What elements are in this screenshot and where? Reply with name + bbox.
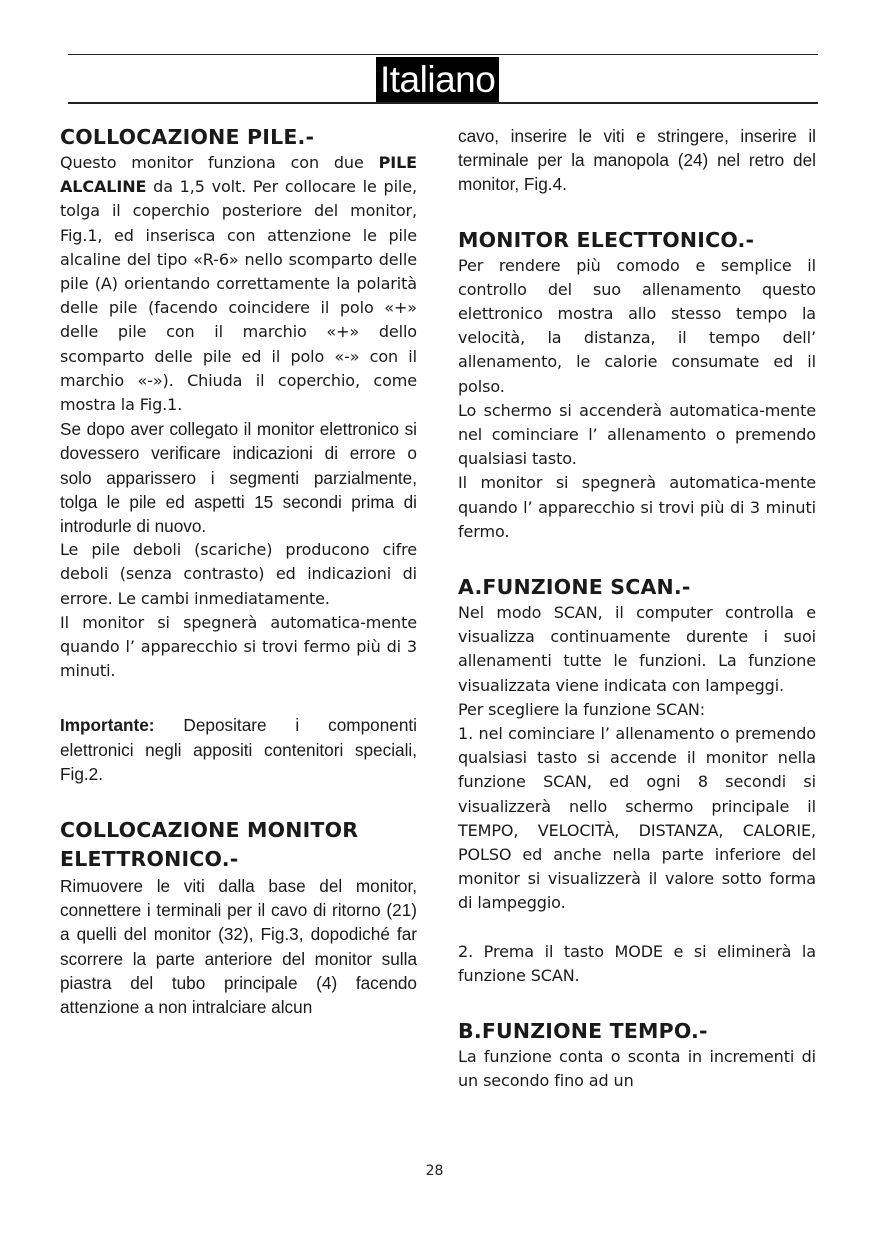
paragraph: 2. Prema il tasto MODE e si eliminerà la funzione SCAN. bbox=[458, 941, 816, 985]
emphasis-text: PILE ALCALINE bbox=[60, 153, 417, 197]
paragraph: Nel modo SCAN, il computer controlla e visualizza continuamente durente i suoi allenamenti tutte le funzioni. La funzione visualizzata viene indicata con lampeggi. bbox=[458, 603, 816, 695]
paragraph-text: Questo monitor funziona con due bbox=[60, 153, 379, 172]
spacer bbox=[458, 544, 816, 574]
paragraph-text: da 1,5 volt. Per collocare le pile, tolga il coperchio posteriore del monitor, Fig.1, ed inserisca con attenzione le pile alcaline del tipo «R-6» nello scomparto delle pile (A) orientando correttamente la polarità delle pile (facendo coincidere il polo «+» delle pile con il marchio «+» dello scomparto delle pile ed il polo «-» con il marchio «-»). Chiuda il coperchio, come mostra la Fig.1. bbox=[60, 177, 417, 415]
spacer bbox=[60, 683, 417, 713]
page-number: 28 bbox=[425, 1163, 444, 1179]
paragraph: 1. nel cominciare l’ allenamento o premendo qualsiasi tasto si accende il monitor nella funzione SCAN, ed ogni 8 secondi si visualizzerà nello schermo principale il TEMPO, VELOCITÀ, DISTANZA, CALORIE, POLSO ed anche nella parte inferiore del monitor si visualizzerà il valore sotto forma di lampeggio. bbox=[458, 724, 816, 913]
paragraph: Se dopo aver collegato il monitor elettronico si dovessero verificare indicazioni di errore o solo apparissero i segmenti parzialmente, tolga le pile ed aspetti 15 secondi prima di introdurle di nuovo. bbox=[60, 419, 417, 537]
important-text: Depositare i componenti elettronici negli appositi contenitori speciali, Fig.2. bbox=[60, 715, 417, 784]
spacer bbox=[458, 988, 816, 1018]
paragraph: Le pile deboli (scariche) producono cifre deboli (senza contrasto) ed indicazioni di errore. Le cambi inmediatamente. bbox=[60, 540, 417, 608]
section-title-funzione-tempo: B.FUNZIONE TEMPO.- bbox=[458, 1019, 708, 1044]
spacer bbox=[60, 786, 417, 816]
paragraph: Lo schermo si accenderà automatica-mente nel cominciare l’ allenamento o premendo qualsiasi tasto. bbox=[458, 400, 816, 469]
right-column bbox=[458, 124, 816, 1094]
section-title-collocazione-monitor: COLLOCAZIONE MONITOR ELETTRONICO.- bbox=[60, 818, 359, 872]
header-top-rule bbox=[68, 54, 818, 55]
header-bottom-rule bbox=[68, 102, 818, 104]
paragraph: Per rendere più comodo e semplice il controllo del suo allenamento questo elettronico mostra allo stesso tempo la velocità, la distanza, il tempo dell’ allenamento, le calorie consumate ed il polso. bbox=[458, 255, 816, 396]
paragraph: Il monitor si spegnerà automatica-mente quando l’ apparecchio si trovi fermo più di 3 minuti. bbox=[60, 612, 417, 681]
paragraph: cavo, inserire le viti e stringere, inserire il terminale per la manopola (24) nel retro del monitor, Fig.4. bbox=[458, 126, 816, 195]
spacer bbox=[458, 916, 816, 940]
paragraph: Il monitor si spegnerà automatica-mente quando l’ apparecchio si trovi più di 3 minuti fermo. bbox=[458, 473, 816, 541]
language-title: Italiano bbox=[376, 57, 499, 102]
left-column bbox=[60, 124, 417, 1019]
paragraph: La funzione conta o sconta in incrementi di un secondo fino ad un bbox=[458, 1047, 816, 1091]
section-title-monitor-elettronico: MONITOR ELECTTONICO.- bbox=[458, 227, 755, 252]
important-note bbox=[60, 713, 417, 786]
section-title-funzione-scan: A.FUNZIONE SCAN.- bbox=[458, 575, 691, 600]
paragraph bbox=[60, 151, 417, 417]
paragraph: Rimuovere le viti dalla base del monitor, connettere i terminali per il cavo di ritorno (21) a quelli del monitor (32), Fig.3, dopodiché far scorrere la parte anteriore del monitor sulla piastra del tubo principale (4) facendo attenzione a non intralciare alcun bbox=[60, 876, 417, 1018]
paragraph: Per scegliere la funzione SCAN: bbox=[458, 699, 706, 719]
spacer bbox=[458, 197, 816, 227]
important-label: Importante: bbox=[60, 715, 155, 736]
section-title-collocazione-pile: COLLOCAZIONE PILE.- bbox=[60, 125, 315, 149]
